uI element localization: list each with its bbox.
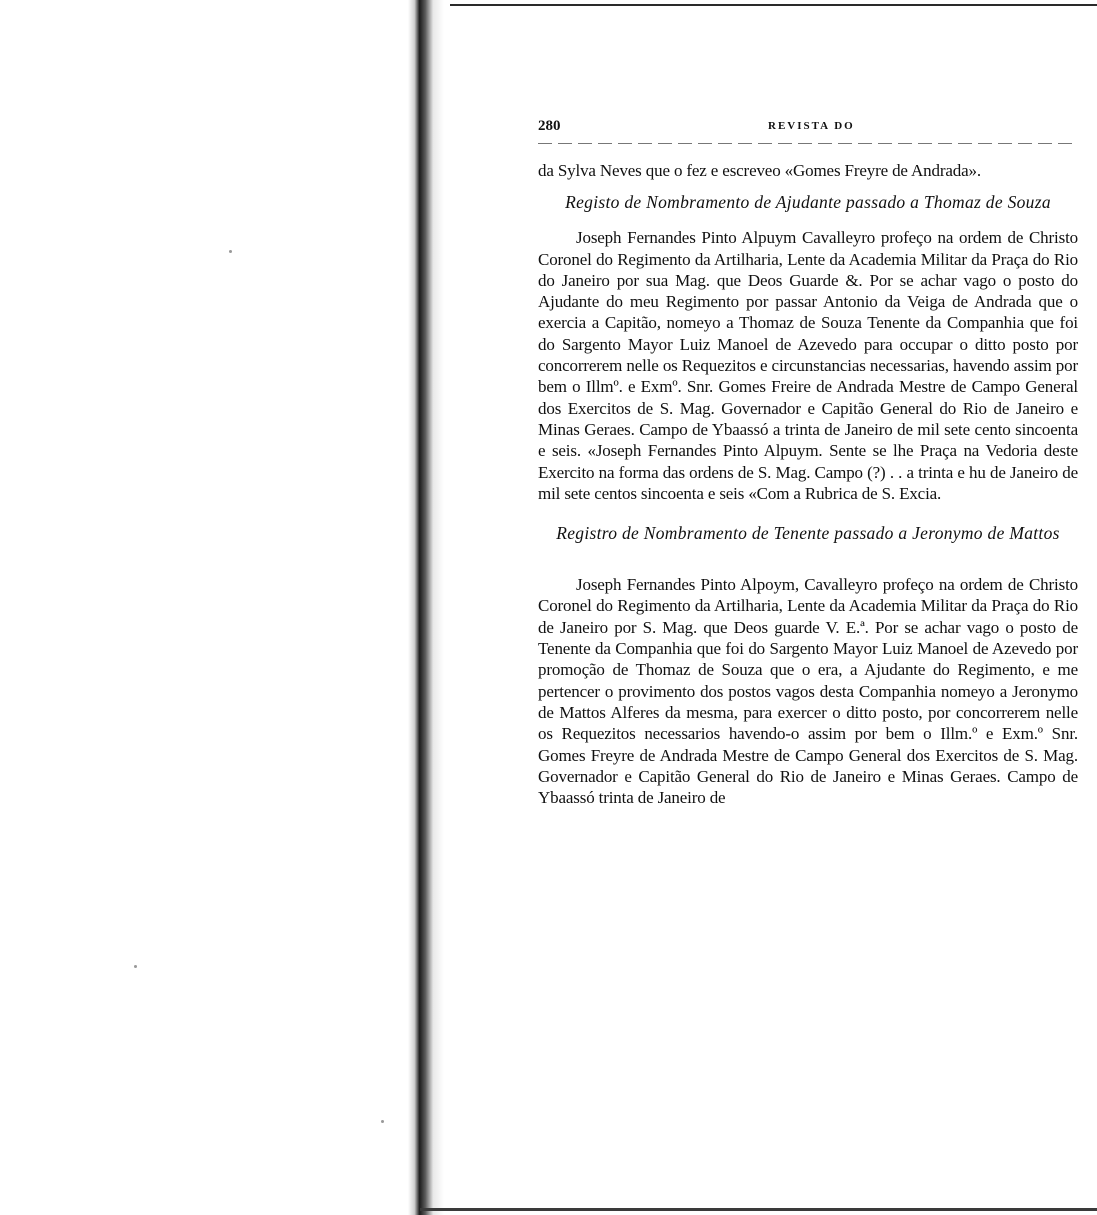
paragraph-ajudante-record: Joseph Fernandes Pinto Alpuym Cavalleyro profeço na ordem de Christo Coronel do Regimento da Artilharia, Lente da Academia Militar da Praça do Rio do Janeiro por sua Mag. que Deos Guarde &. Por se achar vago o posto do Ajudante do meu Regimento por passar Antonio da Veiga de Andrada que o exercia a Capitão, nomeyo a Thomaz de Souza Tenente da Companhia que foi do Sargento Mayor Luiz Manoel de Azevedo para occupar o ditto posto por concorrerem nelle os Requezitos e circunstancias necessarias, havendo assim por bem o Illmº. e Exmº. Snr. Gomes Freire de Andrada Mestre de Campo General dos Exercitos de S. Mag. Governador e Capitão General do Rio de Janeiro e Minas Geraes. Campo de Ybaassó a trinta de Janeiro de mil sete cento sincoenta e seis. «Joseph Fernandes Pinto Alpuym. Sente se lhe Praça na Vedoria deste Exercito na forma das ordens de S. Mag. Campo (?) . . a trinta e hu de Janeiro de mil sete centos sincoenta e seis «Com a Rubrica de S. Excia. [538,228,1078,503]
paragraph-continuation: da Sylva Neves que o fez e escreveo «Gomes Freyre de Andrada». [538,161,981,180]
scan-speck [229,250,232,253]
running-title: REVISTA DO [768,120,855,132]
scan-speck [381,1120,384,1123]
header-rule [538,143,1078,144]
scan-speck [134,965,137,968]
paragraph-tenente-record: Joseph Fernandes Pinto Alpoym, Cavalleyro profeço na ordem de Christo Coronel do Regimento da Artilharia, Lente da Academia Militar da Praça do Rio de Janeiro por S. Mag. que Deos guarde V. E.ª. Por se achar vago o posto de Tenente da Companhia que foi do Sargento Mayor Luiz Manoel de Azevedo por promoção de Thomaz de Souza que o era, a Ajudante do Regimento, e me pertencer o provimento dos postos vagos desta Companhia nomeyo a Jeronymo de Mattos Alferes da mesma, para exercer o ditto posto, por concorrerem nelle os Requezitos necessarios havendo-o assim por bem o Illm.º e Exm.º Snr. Gomes Freyre de Andrada Mestre de Campo General dos Exercitos de S. Mag. Governador e Capitão General do Rio de Janeiro e Minas Geraes. Campo de Ybaassó trinta de Janeiro de [538,575,1078,808]
left-blank-page [0,0,408,1215]
book-spine-shadow [408,0,444,1215]
section-heading-tenente: Registro de Nombramento de Tenente passado a Jeronymo de Mattos [556,523,1060,544]
page-bottom-edge [420,1208,1097,1211]
section-heading-ajudante: Registo de Nombramento de Ajudante passado a Thomaz de Souza [565,192,1051,213]
page-top-edge [450,4,1097,6]
page-number: 280 [538,118,561,134]
text-column [538,160,1078,808]
running-header [538,118,1078,138]
